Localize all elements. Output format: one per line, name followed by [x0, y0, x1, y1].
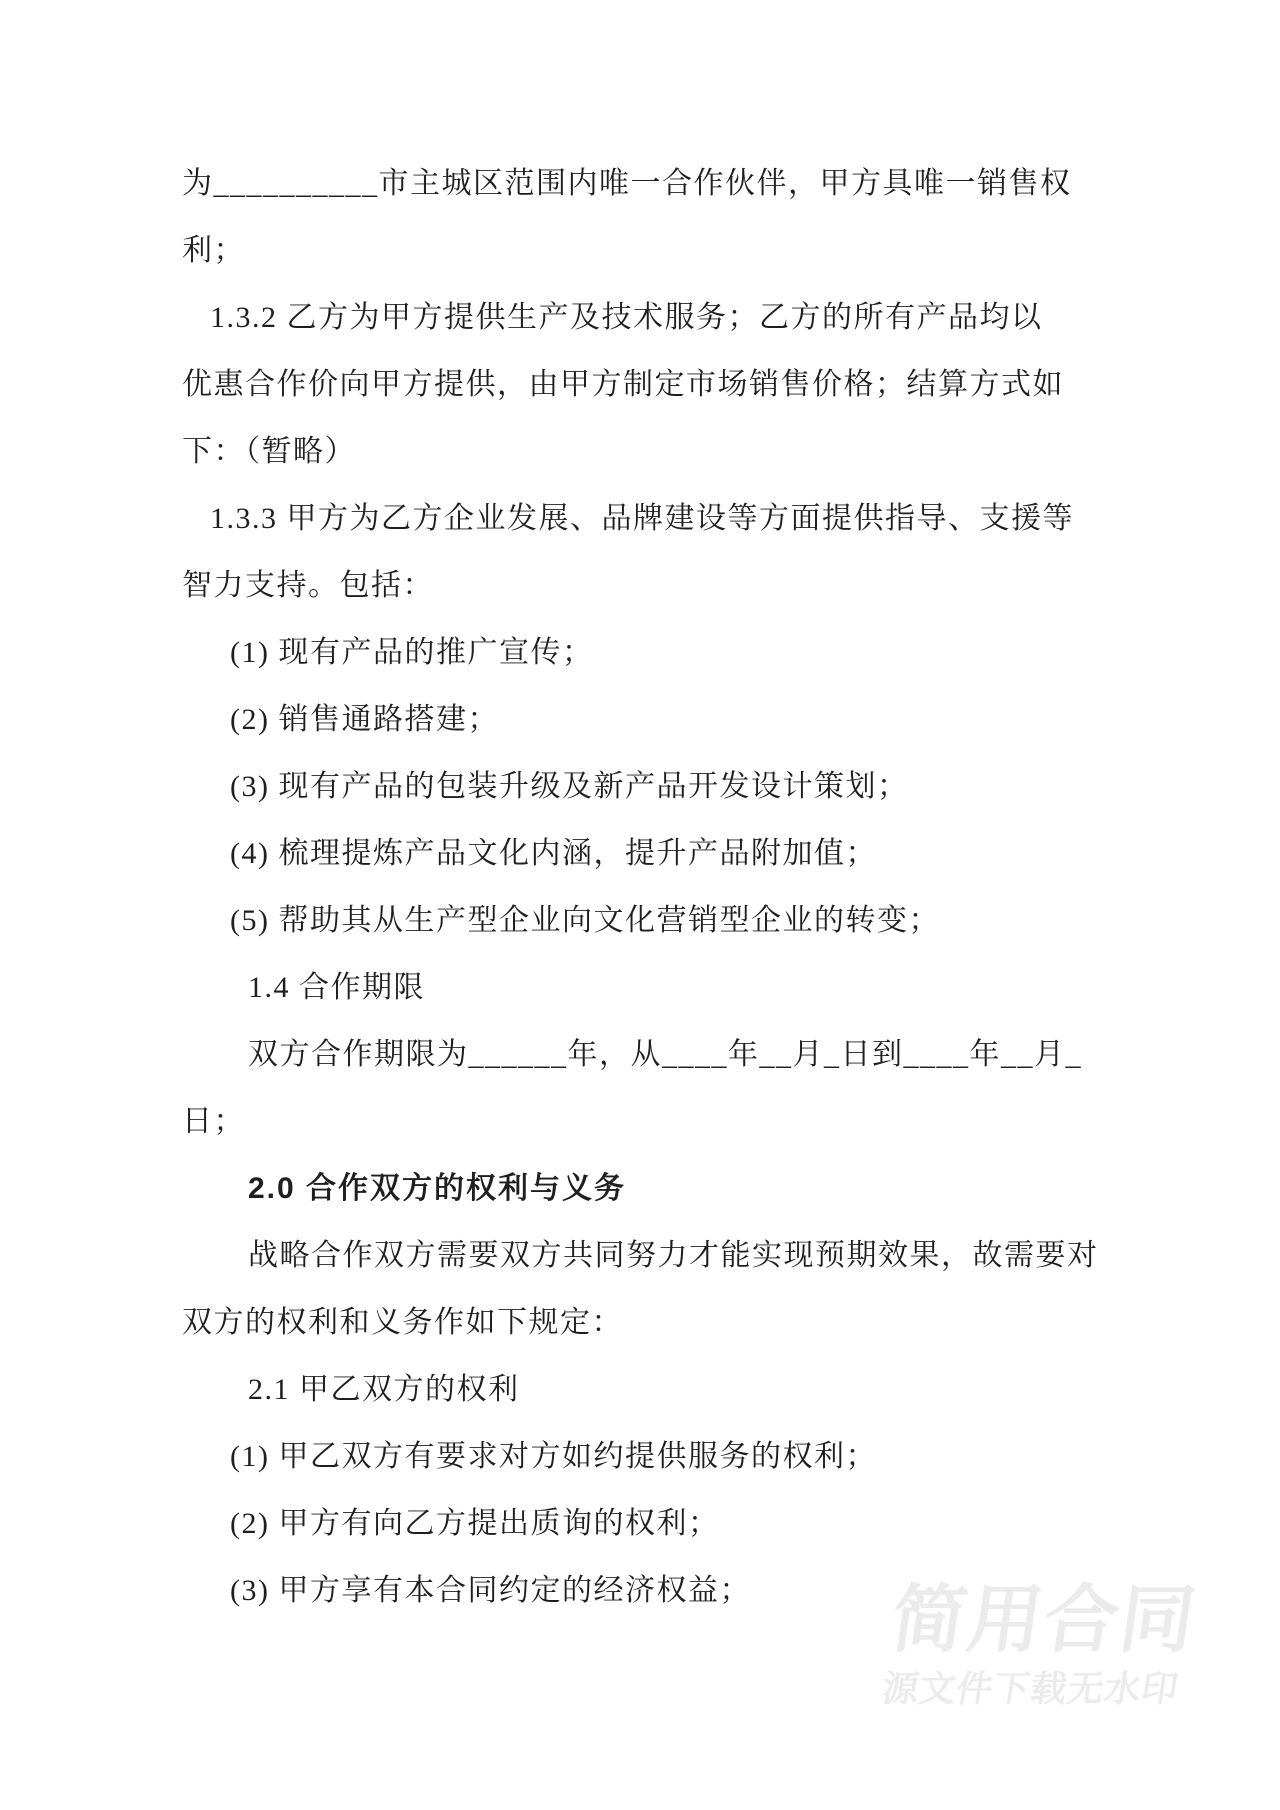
watermark-subtitle: 源文件下载无水印: [879, 1668, 1182, 1709]
document-line: (1) 甲乙双方有要求对方如约提供服务的权利；: [230, 1440, 877, 1473]
contract-body: [182, 150, 1099, 1624]
document-line: 1.4 合作期限: [248, 971, 425, 1004]
document-line: (1) 现有产品的推广宣传；: [230, 636, 594, 669]
document-line: (3) 现有产品的包装升级及新产品开发设计策划；: [230, 770, 909, 803]
document-line: 下：（暂略）: [182, 435, 356, 468]
document-line: (4) 梳理提炼产品文化内涵，提升产品附加值；: [230, 837, 877, 870]
document-line: (2) 甲方有向乙方提出质询的权利；: [230, 1507, 720, 1540]
document-line: (5) 帮助其从生产型企业向文化营销型企业的转变；: [230, 904, 940, 937]
document-line: 为__________市主城区范围内唯一合作伙伴，甲方具唯一销售权: [182, 167, 1072, 200]
document-line: 优惠合作价向甲方提供，由甲方制定市场销售价格；结算方式如: [182, 368, 1064, 401]
document-line: 利；: [182, 234, 245, 267]
document-line: 战略合作双方需要双方共同努力才能实现预期效果，故需要对: [248, 1239, 1099, 1272]
document-line: 1.3.3 甲方为乙方企业发展、品牌建设等方面提供指导、支援等: [210, 502, 1074, 535]
document-line: (3) 甲方享有本合同约定的经济权益；: [230, 1574, 751, 1607]
document-line: 2.1 甲乙双方的权利: [248, 1373, 520, 1406]
watermark-title: 简用合同: [886, 1578, 1203, 1661]
document-line: (2) 销售通路搭建；: [230, 703, 499, 736]
document-line: 日；: [182, 1105, 245, 1138]
document-line: 双方的权利和义务作如下规定：: [182, 1306, 623, 1339]
document-line: 2.0 合作双方的权利与义务: [248, 1172, 627, 1205]
document-line: 1.3.2 乙方为甲方提供生产及技术服务；乙方的所有产品均以: [210, 301, 1043, 334]
document-line: 智力支持。包括：: [182, 569, 434, 602]
document-line: 双方合作期限为______年，从____年__月_日到____年__月_: [248, 1038, 1082, 1071]
